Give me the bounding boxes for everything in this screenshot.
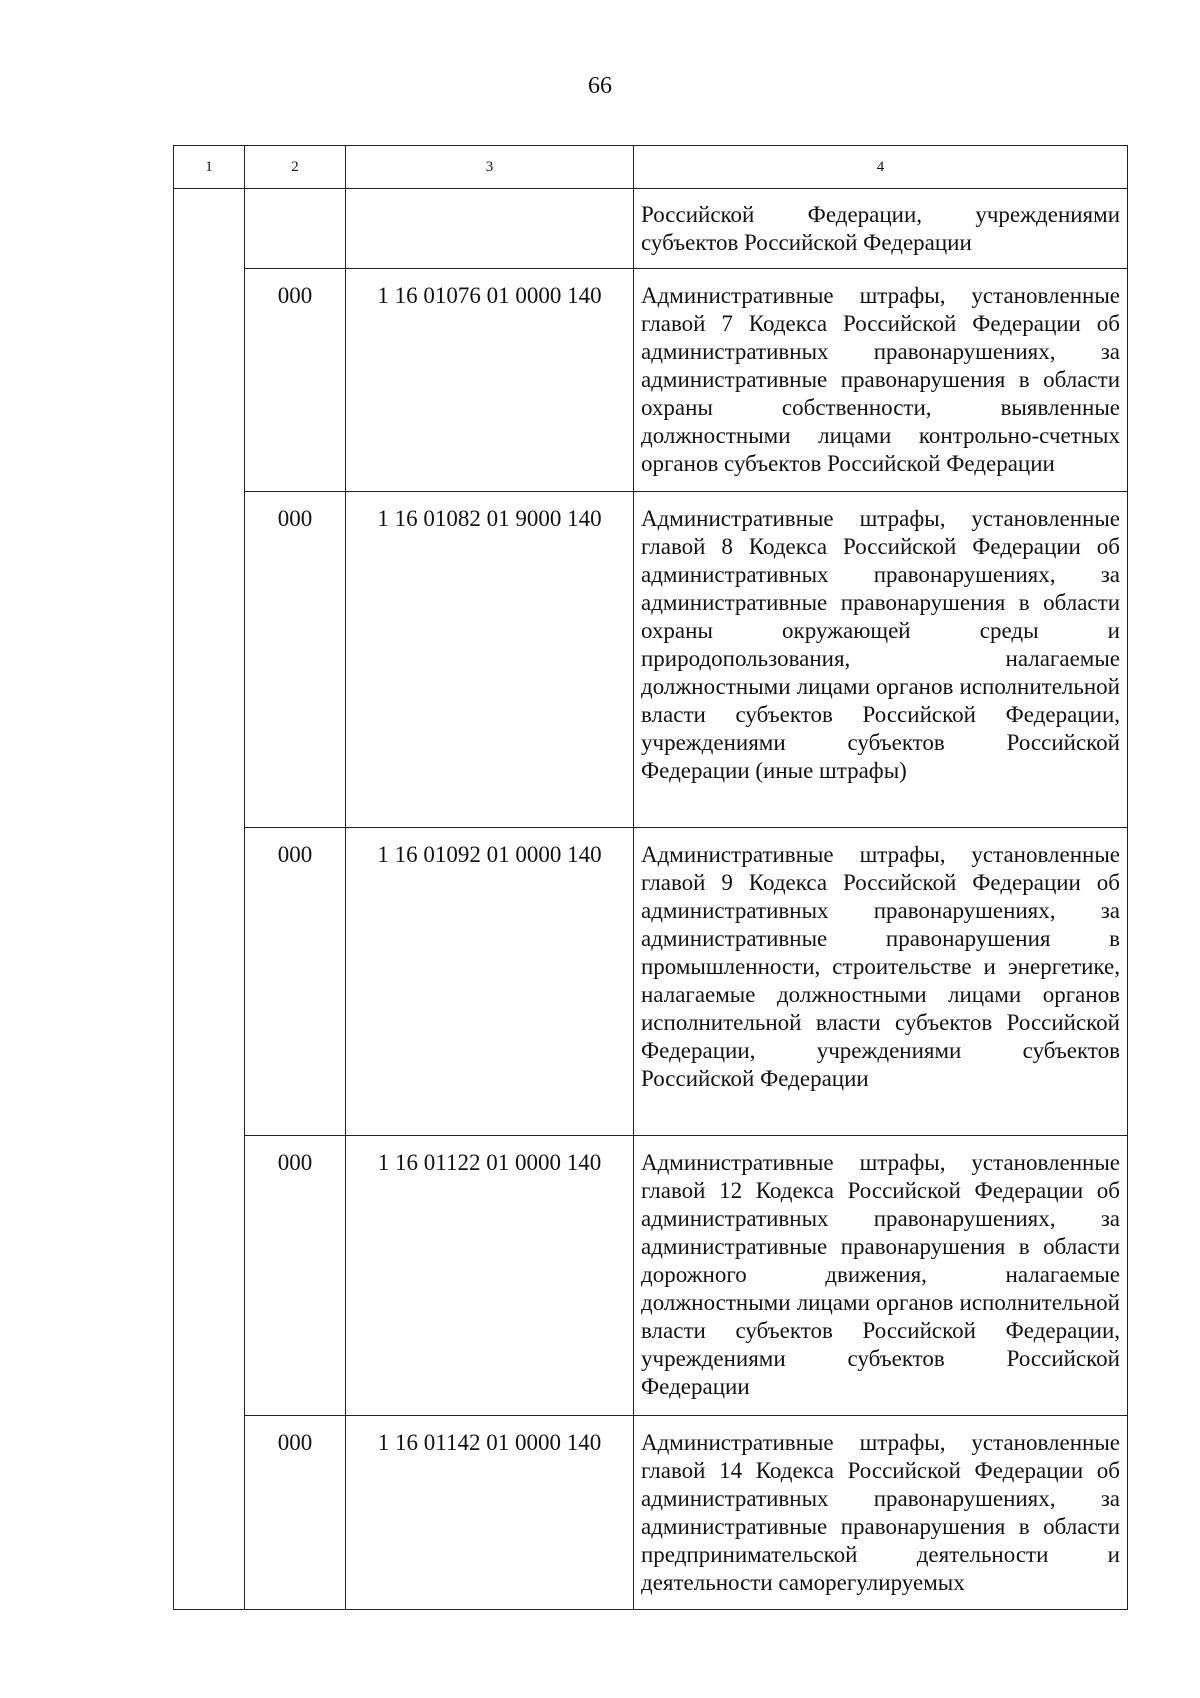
- table-row: [174, 269, 1128, 492]
- header-row: [174, 146, 1128, 189]
- kbk-cell: 1 16 01142 01 0000 140: [346, 1416, 634, 1610]
- description-cell: Административные штрафы, установленные главой 12 Кодекса Российской Федерации об административных правонарушениях, за административные правонарушения в области дорожного движения, налагаемые должностными лицами органов исполнительной власти субъектов Российской Федерации, учреждениями субъектов Российской Федерации: [634, 1136, 1128, 1416]
- header-col-2: 2: [245, 146, 346, 189]
- table-body: [174, 189, 1128, 1610]
- description-cell: Административные штрафы, установленные главой 9 Кодекса Российской Федерации об административных правонарушениях, за административные правонарушения в промышленности, строительстве и энергетике, налагаемые должностными лицами органов исполнительной власти субъектов Российской Федерации, учреждениями субъектов Российской Федерации: [634, 828, 1128, 1136]
- table-row: [174, 1416, 1128, 1610]
- admin-code-cell: [245, 189, 346, 269]
- admin-code-cell: 000: [245, 269, 346, 492]
- kbk-cell: 1 16 01092 01 0000 140: [346, 828, 634, 1136]
- table-row: [174, 189, 1128, 269]
- admin-code-cell: 000: [245, 1416, 346, 1610]
- description-cell: Административные штрафы, установленные главой 8 Кодекса Российской Федерации об административных правонарушениях, за административные правонарушения в области охраны окружающей среды и природопользования, налагаемые должностными лицами органов исполнительной власти субъектов Российской Федерации, учреждениями субъектов Российской Федерации (иные штрафы): [634, 492, 1128, 828]
- kbk-cell: 1 16 01082 01 9000 140: [346, 492, 634, 828]
- table-header: [174, 146, 1128, 189]
- header-col-3: 3: [346, 146, 634, 189]
- budget-code-table: [173, 145, 1128, 1610]
- column-1-cell: [174, 189, 245, 1610]
- kbk-cell: [346, 189, 634, 269]
- table-row: [174, 1136, 1128, 1416]
- admin-code-cell: 000: [245, 828, 346, 1136]
- description-cell: Административные штрафы, установленные главой 7 Кодекса Российской Федерации об административных правонарушениях, за административные правонарушения в области охраны собственности, выявленные должностными лицами контрольно-счетных органов субъектов Российской Федерации: [634, 269, 1128, 492]
- kbk-cell: 1 16 01122 01 0000 140: [346, 1136, 634, 1416]
- page-number: 66: [588, 73, 612, 99]
- header-col-1: 1: [174, 146, 245, 189]
- table-row: [174, 492, 1128, 828]
- header-col-4: 4: [634, 146, 1128, 189]
- admin-code-cell: 000: [245, 1136, 346, 1416]
- table-row: [174, 828, 1128, 1136]
- description-cell: Российской Федерации, учреждениями субъектов Российской Федерации: [634, 189, 1128, 269]
- kbk-cell: 1 16 01076 01 0000 140: [346, 269, 634, 492]
- description-cell: Административные штрафы, установленные главой 14 Кодекса Российской Федерации об административных правонарушениях, за административные правонарушения в области предпринимательской деятельности и деятельности саморегулируемых: [634, 1416, 1128, 1610]
- admin-code-cell: 000: [245, 492, 346, 828]
